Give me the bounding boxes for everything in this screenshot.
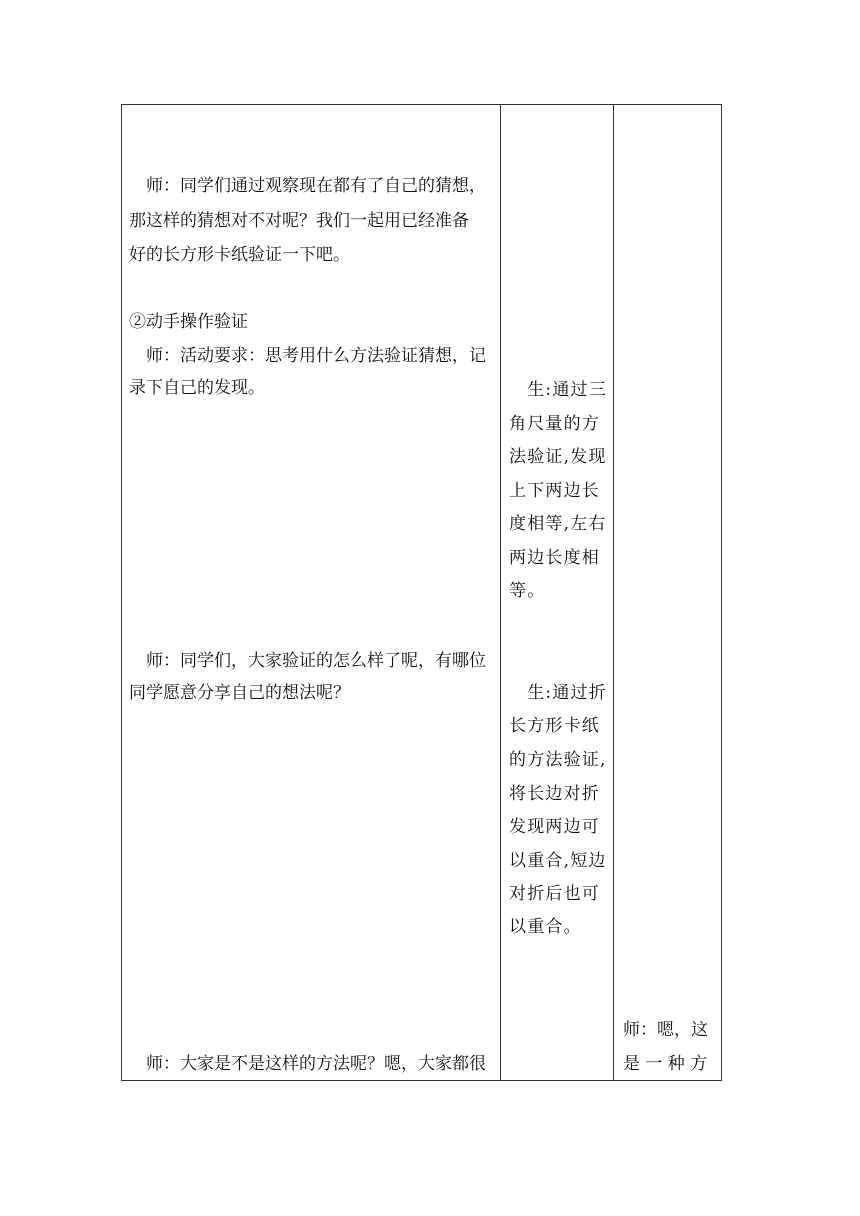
student-line: 度相等,左右 — [509, 514, 607, 534]
teacher-line: 师：同学们通过观察现在都有了自己的猜想， — [129, 176, 486, 196]
teacher-line: 师：大家是不是这样的方法呢？嗯，大家都很 — [129, 1054, 486, 1074]
student-line: 将长边对折 — [509, 784, 600, 804]
student-line: 角尺量的方 — [509, 414, 600, 434]
student-line: 上下两边长 — [509, 481, 600, 501]
teacher-line: 师：同学们，大家验证的怎么样了呢，有哪位 — [129, 651, 486, 671]
student-line: 发现两边可 — [509, 817, 600, 837]
student-line: 长方形卡纸 — [509, 716, 600, 736]
remark-line: 是 一 种 方 — [623, 1054, 708, 1074]
student-line: 法验证,发现 — [509, 447, 607, 467]
teacher-line: 好的长方形卡纸验证一下吧。 — [129, 245, 350, 265]
teacher-line: 那这样的猜想对不对呢？我们一起用已经准备 — [129, 211, 469, 231]
column-divider-2 — [613, 105, 614, 1080]
student-line: 等。 — [509, 581, 546, 601]
teacher-line: 同学愿意分享自己的想法呢？ — [129, 683, 350, 703]
student-line: 以重合。 — [509, 917, 582, 937]
teacher-line: 录下自己的发现。 — [129, 378, 265, 398]
column-divider-1 — [500, 105, 501, 1080]
student-line: 生:通过三 — [509, 380, 607, 400]
student-line: 的方法验证, — [509, 750, 607, 770]
section-heading: ②动手操作验证 — [129, 312, 248, 332]
teacher-line: 师：活动要求：思考用什么方法验证猜想，记 — [129, 346, 486, 366]
remark-line: 师：嗯，这 — [623, 1020, 708, 1040]
student-line: 生:通过折 — [509, 683, 607, 703]
student-line: 以重合,短边 — [509, 851, 607, 871]
student-line: 对折后也可 — [509, 884, 600, 904]
student-line: 两边长度相 — [509, 548, 600, 568]
